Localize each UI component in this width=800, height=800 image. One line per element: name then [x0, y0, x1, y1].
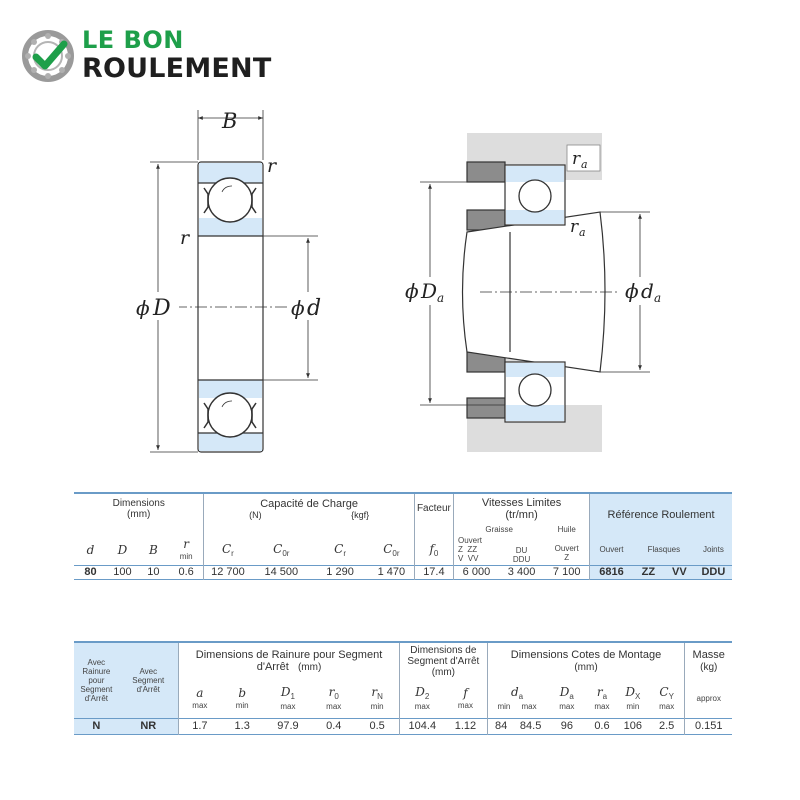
val-C0r-kgf: 1 470 — [369, 565, 414, 579]
label-phi-Da-phi: ϕ — [405, 279, 419, 303]
col-ref-seals: Joints — [695, 535, 732, 565]
val-f0: 17.4 — [414, 565, 453, 579]
col-f0: $f_0$ — [414, 535, 453, 565]
oil-header: Huile — [544, 523, 589, 535]
with-ring-header: Avec Segment d'Arrêt — [119, 642, 179, 718]
val-groove: N — [74, 718, 119, 734]
val-ref-open: 6816 — [590, 565, 633, 579]
bearing-drawing — [0, 95, 800, 465]
label-ra-top-sub: a — [581, 158, 588, 171]
col-Cr-kgf: $C_r$ — [334, 541, 346, 558]
label-r-side: r — [180, 227, 190, 249]
col-D: D — [117, 542, 128, 557]
label-ra-shaft: r — [570, 217, 579, 237]
label-phi-D-phi: ϕ — [136, 296, 150, 320]
val-speed-grease-open: 6 000 — [462, 566, 491, 578]
ring-dims-header: Dimensions de Segment d'Arrêt (mm) — [400, 642, 487, 680]
label-phi-Da-sub: a — [437, 291, 445, 305]
val-d: 80 — [84, 566, 97, 578]
val-ra-max: 0.6 — [594, 720, 610, 732]
label-phi-Da: D — [421, 279, 438, 303]
col-grease-open: Ouvert Z ZZ V VV — [458, 536, 483, 564]
bearing-section-left — [150, 110, 318, 452]
mount-dims-header: Dimensions Cotes de Montage (mm) — [487, 642, 685, 680]
val-speed-grease-du: 3 400 — [507, 566, 536, 578]
col-a: a max — [192, 686, 208, 711]
col-approx: approx — [696, 694, 721, 704]
col-oil-open: Ouvert Z — [544, 535, 589, 565]
label-ra-top: r — [572, 149, 581, 169]
val-da-min: 84 — [494, 720, 508, 732]
label-B: B — [222, 109, 238, 133]
col-D2: $D_2$ max — [414, 685, 430, 712]
col-b: b min — [235, 686, 249, 711]
val-D2: 104.4 — [408, 720, 437, 732]
with-groove-header: Avec Rainure pour Segment d'Arrêt — [74, 642, 119, 718]
label-phi-d-phi: ϕ — [291, 296, 305, 320]
val-ring: NR — [119, 718, 179, 734]
col-ref-open: Ouvert — [590, 535, 633, 565]
dimensions-header: Dimensions (mm) — [74, 493, 204, 523]
val-da-max: 84.5 — [519, 720, 542, 732]
col-D1: $D_1$ max — [280, 685, 296, 712]
val-D: 100 — [113, 566, 132, 578]
col-rN: $r_N$ min — [355, 680, 400, 718]
val-C0r-N: 14 500 — [264, 566, 299, 578]
col-Cr-N: $C_r$ — [221, 541, 234, 558]
mounting-section-right — [420, 133, 650, 452]
logo-text-bottom: ROULEMENT — [82, 53, 272, 84]
grease-header: Graisse — [485, 524, 513, 534]
logo-text-top: LE BON — [82, 26, 184, 54]
val-D1: 97.9 — [277, 720, 299, 732]
label-phi-D: D — [153, 296, 171, 321]
col-f: f max — [444, 680, 487, 718]
logo — [22, 26, 312, 88]
val-Dx-min: 106 — [623, 720, 642, 732]
val-Da-max: 96 — [560, 720, 573, 732]
reference-header: Référence Roulement — [590, 493, 732, 535]
label-phi-d: d — [307, 296, 322, 321]
val-CY-max: 2.5 — [649, 718, 685, 734]
val-r0: 0.4 — [326, 720, 342, 732]
col-grease-du: DU DDU — [512, 545, 531, 564]
label-phi-da: d — [641, 279, 654, 303]
mass-header: Masse (kg) — [692, 649, 725, 673]
label-phi-da-sub: a — [654, 291, 662, 305]
val-ref-vv: VV — [664, 565, 695, 579]
col-r: r min — [169, 535, 204, 565]
val-f: 1.12 — [444, 718, 487, 734]
val-r: 0.6 — [169, 565, 204, 579]
val-Cr-kgf: 1 290 — [326, 566, 354, 578]
val-ref-ddu: DDU — [695, 565, 732, 579]
val-speed-oil: 7 100 — [544, 565, 589, 579]
bearing-spec-table — [74, 492, 732, 580]
col-ra: $r_a$ max — [594, 685, 610, 712]
speeds-header: Vitesses Limites (tr/mn) — [454, 493, 590, 523]
col-C0r-kgf: $C_{0r}$ — [369, 535, 414, 565]
col-C0r-N: $C_{0r}$ — [273, 541, 290, 558]
val-rN: 0.5 — [355, 718, 400, 734]
col-Da: $D_a$ max — [559, 685, 575, 712]
col-CY: $C_Y$ max — [649, 680, 685, 718]
col-da: $d_a$ min max — [497, 685, 537, 712]
val-Cr-N: 12 700 — [211, 566, 245, 578]
col-r0: $r_0$ max — [326, 685, 342, 712]
val-ref-zz: ZZ — [633, 565, 664, 579]
val-mass: 0.151 — [694, 720, 723, 732]
capacity-header: Capacité de Charge (N) {kgf} — [204, 493, 414, 523]
col-Dx: $D_X$ min — [625, 685, 641, 712]
factor-header: Facteur — [414, 493, 453, 523]
val-a: 1.7 — [192, 720, 208, 732]
val-b: 1.3 — [234, 720, 250, 732]
label-phi-da-phi: ϕ — [625, 279, 639, 303]
bearing-check-icon — [22, 30, 74, 82]
col-ref-shields: Flasques — [633, 535, 695, 565]
label-r-top: r — [267, 155, 277, 177]
col-B: B — [148, 542, 158, 557]
groove-dims-header: Dimensions de Rainure pour Segment d'Arrêt (mm) — [178, 642, 399, 680]
label-ra-shaft-sub: a — [579, 226, 586, 239]
snap-ring-table — [74, 641, 732, 735]
col-d: d — [86, 542, 95, 557]
val-B: 10 — [147, 566, 160, 578]
